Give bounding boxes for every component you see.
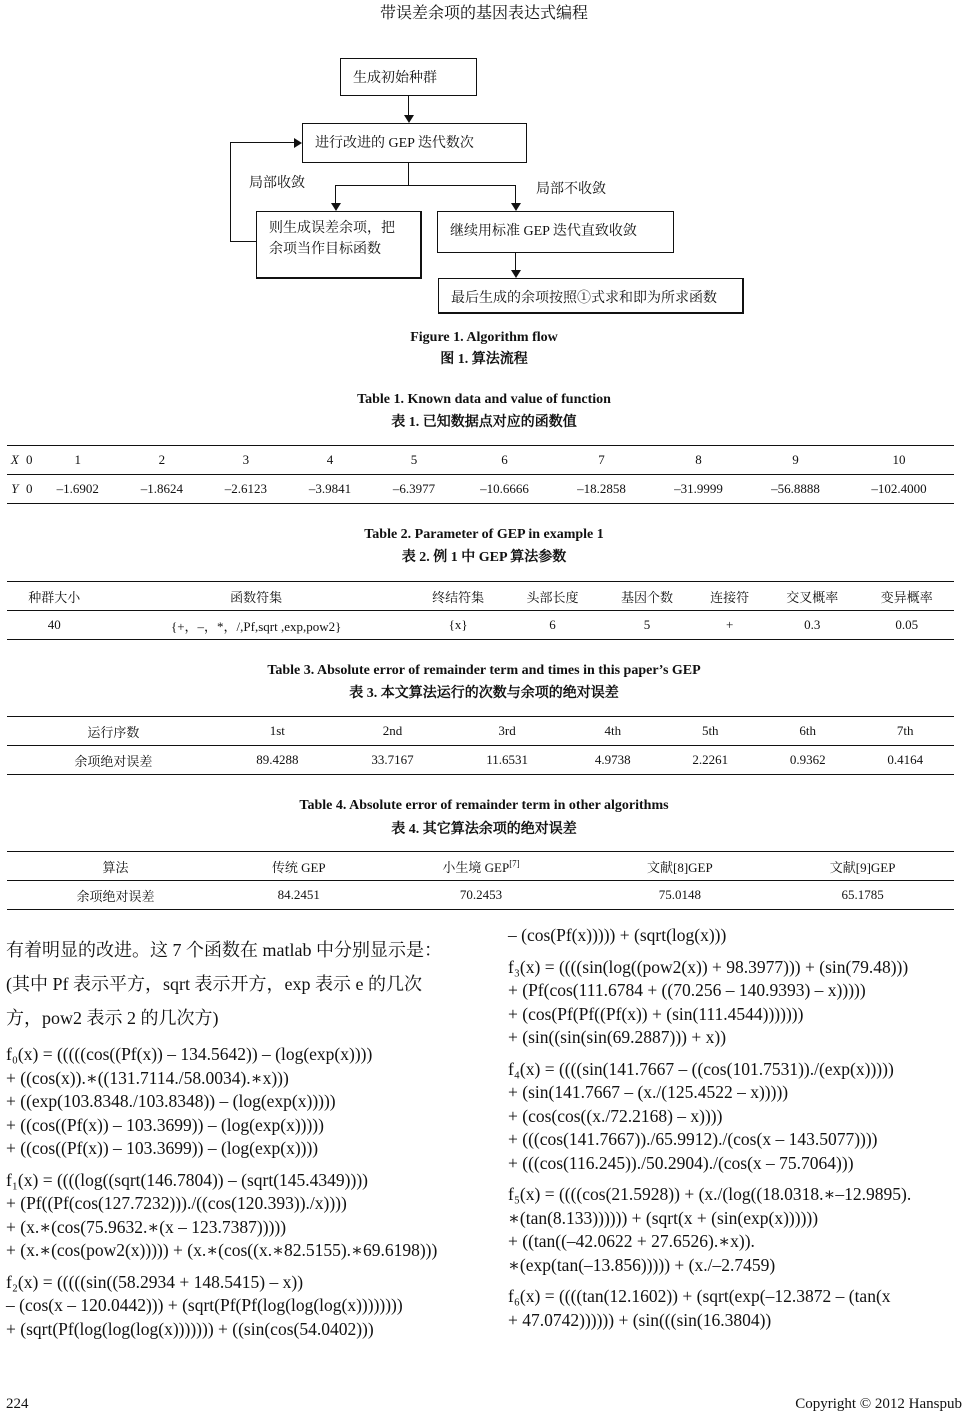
table-cell: 7 <box>553 446 650 475</box>
table-cell: 0.4164 <box>856 746 954 775</box>
table-row <box>7 746 954 775</box>
table-cell: –102.4000 <box>844 475 954 504</box>
text-line: 方，pow2 表示 2 的几次方) <box>6 1008 219 1028</box>
table4-caption-en: Table 4. Absolute error of remainder term in other algorithms <box>299 798 669 813</box>
table-cell: 3 <box>204 446 288 475</box>
table-header: 传统 GEP <box>224 852 374 881</box>
equation-line: f₆(x) = ((((tan(12.1602)) + (sqrt(exp(–12.3872 – (tan(x <box>508 1286 891 1306</box>
copyright: Copyright © 2012 Hanspub <box>795 1396 962 1412</box>
equation-line: – (cos(Pf(x))))) + (sqrt(log(x))) <box>508 925 727 945</box>
table-header: 运行序数 <box>7 717 220 746</box>
label-local-converge: 局部收敛 <box>249 176 305 191</box>
equation-line: + (((cos(141.7667))./65.9912)./(cos(x – 143.5077)))) <box>508 1129 878 1149</box>
table-cell: 0.9362 <box>759 746 856 775</box>
table-header: 头部长度 <box>505 582 599 611</box>
table-cell: 65.1785 <box>771 881 954 910</box>
table-cell: 70.2453 <box>374 881 589 910</box>
body-paragraph <box>6 933 476 1035</box>
equation <box>6 1043 476 1161</box>
equation-line: + (x.∗(cos(75.9632.∗(x – 123.7387))))) <box>6 1216 287 1237</box>
flow-box-iterate: 进行改进的 GEP 迭代数次 <box>302 123 527 163</box>
table-cell: –1.8624 <box>120 475 204 504</box>
table-cell: 1 <box>36 446 120 475</box>
equation-line: ∗(exp(tan(–13.856))))) + (x./–2.7459) <box>508 1254 776 1275</box>
equation-line: + (cos(Pf(Pf((Pf(x)) + (sin(111.4544))))))) <box>508 1003 804 1024</box>
table-cell: –1.6902 <box>36 475 120 504</box>
running-header: 带误差余项的基因表达式编程 <box>379 5 588 22</box>
table-cell: 9 <box>747 446 844 475</box>
equation <box>508 924 968 948</box>
table-cell: 余项绝对误差 <box>7 881 224 910</box>
table-cell: Y <box>7 475 23 504</box>
table1-caption-en: Table 1. Known data and value of function <box>357 392 611 407</box>
table-cell: –18.2858 <box>553 475 650 504</box>
table4-caption-zh: 表 4. 其它算法余项的绝对误差 <box>391 822 577 837</box>
figure-caption-zh: 图 1. 算法流程 <box>440 352 528 367</box>
equation-line: + ((tan((–42.0622 + 27.6526).∗x)). <box>508 1231 755 1251</box>
table3-caption-zh: 表 3. 本文算法运行的次数与余项的绝对误差 <box>349 686 619 701</box>
equation-line: + ((cos((Pf(x)) – 103.3699)) – (log(exp(x))))) <box>6 1114 324 1135</box>
table-cell: –31.9999 <box>650 475 747 504</box>
table1-caption-zh: 表 1. 已知数据点对应的函数值 <box>391 415 577 430</box>
table-cell: 余项绝对误差 <box>7 746 220 775</box>
table2-caption-en: Table 2. Parameter of GEP in example 1 <box>364 527 604 542</box>
figure-caption-en: Figure 1. Algorithm flow <box>410 330 558 345</box>
table-row <box>7 852 954 881</box>
table-cell: –2.6123 <box>204 475 288 504</box>
table-cell: 0 <box>23 446 36 475</box>
equation-line: – (cos(x – 120.0442))) + (sqrt(Pf(Pf(log(log(log(x)))))))) <box>6 1295 403 1315</box>
table-cell: + <box>694 611 765 640</box>
table-header: 2nd <box>335 717 450 746</box>
equation-line: + (cos(cos((x./72.2168) – x)))) <box>508 1105 723 1126</box>
table-cell: 5 <box>372 446 456 475</box>
table-cell: 89.4288 <box>220 746 335 775</box>
table-row <box>7 611 954 640</box>
equation-line: + (x.∗(cos(pow2(x))))) + (x.∗(cos((x.∗82.5155).∗69.6198))) <box>6 1240 438 1260</box>
table-cell: 4 <box>288 446 372 475</box>
table-header: 5th <box>662 717 759 746</box>
table-cell: 84.2451 <box>224 881 374 910</box>
table-row <box>7 446 954 475</box>
table3-caption-en: Table 3. Absolute error of remainder term and times in this paper’s GEP <box>267 663 701 678</box>
equation-line: f₃(x) = ((((sin(log((pow2(x)) + 98.3977))) + (sin(79.48))) <box>508 956 909 977</box>
equation-line: + (Pf((Pf(cos(127.7232)))./((cos(120.393))./x)))) <box>6 1193 347 1213</box>
equation-line: f₂(x) = (((((sin((58.2934 + 148.5415) – x)) <box>6 1271 304 1292</box>
equation-line: + ((exp(103.8348./103.8348)) – (log(exp(x))))) <box>6 1091 336 1111</box>
table-header: 连接符 <box>694 582 765 611</box>
table-row <box>7 475 954 504</box>
table-cell: 6 <box>456 446 553 475</box>
flow-box-init: 生成初始种群 <box>340 58 477 96</box>
table-cell: 40 <box>7 611 101 640</box>
flow-box-remainder: 则生成误差余项，把余项当作目标函数 <box>256 211 422 279</box>
table-header: 3rd <box>450 717 564 746</box>
table-header: 7th <box>856 717 954 746</box>
table-cell: 6 <box>505 611 599 640</box>
table-header: 函数符集 <box>101 582 410 611</box>
table2-gep-parameters <box>7 581 954 640</box>
table-header: 6th <box>759 717 856 746</box>
table-header: 种群大小 <box>7 582 101 611</box>
header-text: 小生境 GEP <box>442 859 510 875</box>
equation-line: f₀(x) = (((((cos((Pf(x)) – 134.5642)) – (log(exp(x)))) <box>6 1044 373 1064</box>
table-header: 基因个数 <box>600 582 694 611</box>
equation-line: + (((cos(116.245))./50.2904)./(cos(x – 75.7064))) <box>508 1152 854 1173</box>
label-local-not-converge: 局部不收敛 <box>536 182 606 197</box>
table-cell: 11.6531 <box>450 746 564 775</box>
page-number: 224 <box>6 1396 29 1412</box>
table-header <box>374 852 589 881</box>
equation-line: + (sin(141.7667 – (x./(125.4522 – x))))) <box>508 1082 789 1102</box>
table-header: 交叉概率 <box>765 582 859 611</box>
flow-box-standard-gep: 继续用标准 GEP 迭代直致收敛 <box>437 211 674 253</box>
equation-line: + 47.0742)))))) + (sin(((sin(16.3804)) <box>508 1309 772 1330</box>
table-cell: X <box>7 446 23 475</box>
table-header: 终结符集 <box>411 582 505 611</box>
left-column <box>6 933 476 1341</box>
equation-line: + (Pf(cos(111.6784 + ((70.256 – 140.9393) – x))))) <box>508 980 866 1000</box>
table-cell: 0.3 <box>765 611 859 640</box>
table-header: 4th <box>564 717 661 746</box>
table-header: 变异概率 <box>860 582 954 611</box>
flow-box-final: 最后生成的余项按照①式求和即为所求函数 <box>438 278 744 314</box>
text-line: 有着明显的改进。这 7 个函数在 matlab 中分别显示是： <box>6 940 442 960</box>
table-cell: 4.9738 <box>564 746 661 775</box>
equation-line: + ((cos((Pf(x)) – 103.3699)) – (log(exp(x)))) <box>6 1138 319 1158</box>
equation <box>508 1058 968 1176</box>
equation <box>508 1285 968 1332</box>
equation-line: + (sqrt(Pf(log(log(log(x))))))) + ((sin(cos(54.0402))) <box>6 1318 374 1339</box>
equation-line: f₅(x) = ((((cos(21.5928)) + (x./(log((18.0318.∗–12.9895). <box>508 1184 912 1204</box>
equation <box>6 1271 476 1342</box>
table-cell: 33.7167 <box>335 746 450 775</box>
table-cell: {x} <box>411 611 505 640</box>
table-cell: –3.9841 <box>288 475 372 504</box>
equation-line: + ((cos(x)).∗((131.7114./58.0034).∗x))) <box>6 1067 289 1088</box>
table-cell: 10 <box>844 446 954 475</box>
table3-remainder-error <box>7 716 954 775</box>
table-cell: 75.0148 <box>589 881 772 910</box>
table-cell: 5 <box>600 611 694 640</box>
table1-known-data <box>7 445 954 504</box>
citation-ref[interactable]: [7] <box>509 858 520 869</box>
table-cell: 0 <box>23 475 36 504</box>
equation <box>508 1183 968 1277</box>
table-row <box>7 881 954 910</box>
table-cell: 2 <box>120 446 204 475</box>
table-cell: {+，–，*，/,Pf,sqrt ,exp,pow2} <box>101 611 410 640</box>
table-header: 算法 <box>7 852 224 881</box>
table-cell: 0.05 <box>860 611 954 640</box>
table-cell: –56.8888 <box>747 475 844 504</box>
equation-line: f₄(x) = ((((sin(141.7667 – ((cos(101.7531))./(exp(x))))) <box>508 1058 894 1079</box>
table-header: 文献[8]GEP <box>589 852 772 881</box>
text-line: (其中 Pf 表示平方，sqrt 表示开方，exp 表示 e 的几次 <box>6 974 422 994</box>
table2-caption-zh: 表 2. 例 1 中 GEP 算法参数 <box>401 550 567 565</box>
equation <box>6 1169 476 1263</box>
right-column <box>508 924 968 1332</box>
table-cell: –10.6666 <box>456 475 553 504</box>
table-row <box>7 582 954 611</box>
equation-line: f₁(x) = ((((log((sqrt(146.7804)) – (sqrt(145.4349)))) <box>6 1169 368 1190</box>
table-cell: –6.3977 <box>372 475 456 504</box>
table-header: 文献[9]GEP <box>771 852 954 881</box>
table-row <box>7 717 954 746</box>
equation <box>508 956 968 1050</box>
table-header: 1st <box>220 717 335 746</box>
equation-line: + (sin((sin(sin(69.2887))) + x)) <box>508 1027 727 1047</box>
table-cell: 2.2261 <box>662 746 759 775</box>
table4-other-algorithms <box>7 851 954 910</box>
equation-line: ∗(tan(8.133)))))) + (sqrt(x + (sin(exp(x)))))) <box>508 1207 819 1228</box>
table-cell: 8 <box>650 446 747 475</box>
